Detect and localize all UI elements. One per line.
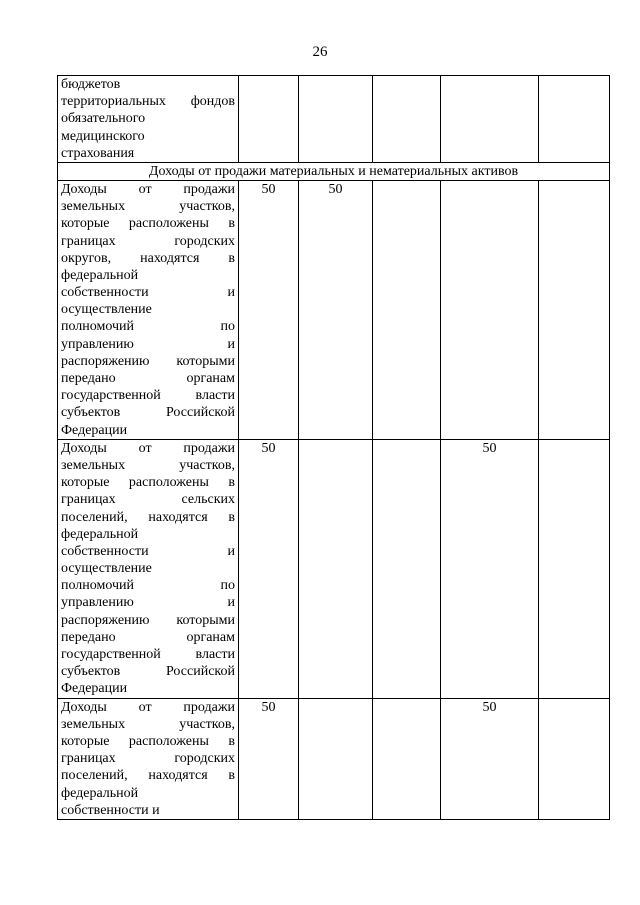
- row-name-line: субъектов Российской: [61, 664, 235, 680]
- row-name-cell: [58, 439, 239, 698]
- row-name-cell: [58, 76, 239, 163]
- row-name-line: субъектов Российской: [61, 405, 235, 421]
- row-name-line: поселений, находятся в: [61, 509, 235, 525]
- row-name-line: федеральной: [61, 526, 139, 542]
- table-row: [58, 439, 610, 698]
- value-cell: [441, 180, 539, 439]
- row-name-line: Доходы от продажи: [61, 181, 235, 197]
- row-name-line: территориальных фондов: [61, 94, 235, 110]
- row-name-cell: [58, 180, 239, 439]
- value-cell: [539, 180, 610, 439]
- value-cell: [539, 698, 610, 819]
- row-name-line: земельных участков,: [61, 716, 235, 732]
- row-name-line: границах сельских: [61, 492, 235, 508]
- value-cell: 50: [239, 698, 299, 819]
- table-body: [58, 76, 610, 820]
- table-row: [58, 698, 610, 819]
- row-name-line: которые расположены в: [61, 475, 235, 491]
- row-name-line: Доходы от продажи: [61, 440, 235, 456]
- value-cell: [299, 439, 373, 698]
- row-name-line: федеральной: [61, 267, 139, 283]
- row-name-line: полномочий по: [61, 319, 235, 335]
- table-row: [58, 76, 610, 163]
- row-name-line: границах городских: [61, 751, 235, 767]
- row-name-line: управлению и: [61, 336, 235, 352]
- row-name-line: обязательного: [61, 111, 146, 127]
- value-cell: 50: [239, 180, 299, 439]
- value-cell: [299, 76, 373, 163]
- row-name-line: осуществление: [61, 561, 152, 577]
- row-name-cell: [58, 698, 239, 819]
- value-cell: [373, 439, 441, 698]
- row-name-line: поселений, находятся в: [61, 768, 235, 784]
- row-name-line: государственной власти: [61, 647, 235, 662]
- section-row: [58, 162, 610, 180]
- row-name-line: распоряжению которыми: [61, 612, 235, 628]
- value-cell: [539, 76, 610, 163]
- table-row: [58, 180, 610, 439]
- value-cell: 50: [441, 698, 539, 819]
- row-name-line: федеральной: [61, 785, 139, 801]
- value-cell: [299, 698, 373, 819]
- row-name-line: Федерации: [61, 422, 128, 438]
- row-name-line: полномочий по: [61, 578, 235, 594]
- row-name-line: Федерации: [61, 681, 128, 697]
- row-name-line: которые расположены в: [61, 733, 235, 749]
- row-name-line: земельных участков,: [61, 457, 235, 473]
- row-name-line: земельных участков,: [61, 199, 235, 215]
- value-cell: 50: [239, 439, 299, 698]
- row-name-line: округов, находятся в: [61, 250, 235, 266]
- row-name-line: собственности и: [61, 285, 235, 301]
- row-name-line: управлению и: [61, 595, 235, 611]
- row-name-line: страхования: [61, 145, 135, 161]
- value-cell: [373, 180, 441, 439]
- section-title: Доходы от продажи материальных и нематериальных активов: [58, 162, 610, 180]
- budget-table: [57, 75, 610, 820]
- row-name-line: распоряжению которыми: [61, 353, 235, 369]
- row-name-line: бюджетов: [61, 77, 121, 92]
- row-name-line: передано органам: [61, 371, 235, 386]
- value-cell: 50: [441, 439, 539, 698]
- row-name-line: которые расположены в: [61, 216, 235, 232]
- row-name-line: передано органам: [61, 629, 235, 645]
- row-name-line: государственной власти: [61, 388, 235, 404]
- row-name-line: медицинского: [61, 128, 145, 144]
- value-cell: [441, 76, 539, 163]
- value-cell: [239, 76, 299, 163]
- value-cell: [539, 439, 610, 698]
- row-name-line: границах городских: [61, 233, 235, 249]
- value-cell: [373, 76, 441, 163]
- row-name-line: собственности и: [61, 802, 160, 818]
- value-cell: 50: [299, 180, 373, 439]
- row-name-line: осуществление: [61, 302, 152, 318]
- row-name-line: Доходы от продажи: [61, 699, 235, 715]
- page-number: 26: [312, 44, 328, 60]
- row-name-line: собственности и: [61, 543, 235, 559]
- value-cell: [373, 698, 441, 819]
